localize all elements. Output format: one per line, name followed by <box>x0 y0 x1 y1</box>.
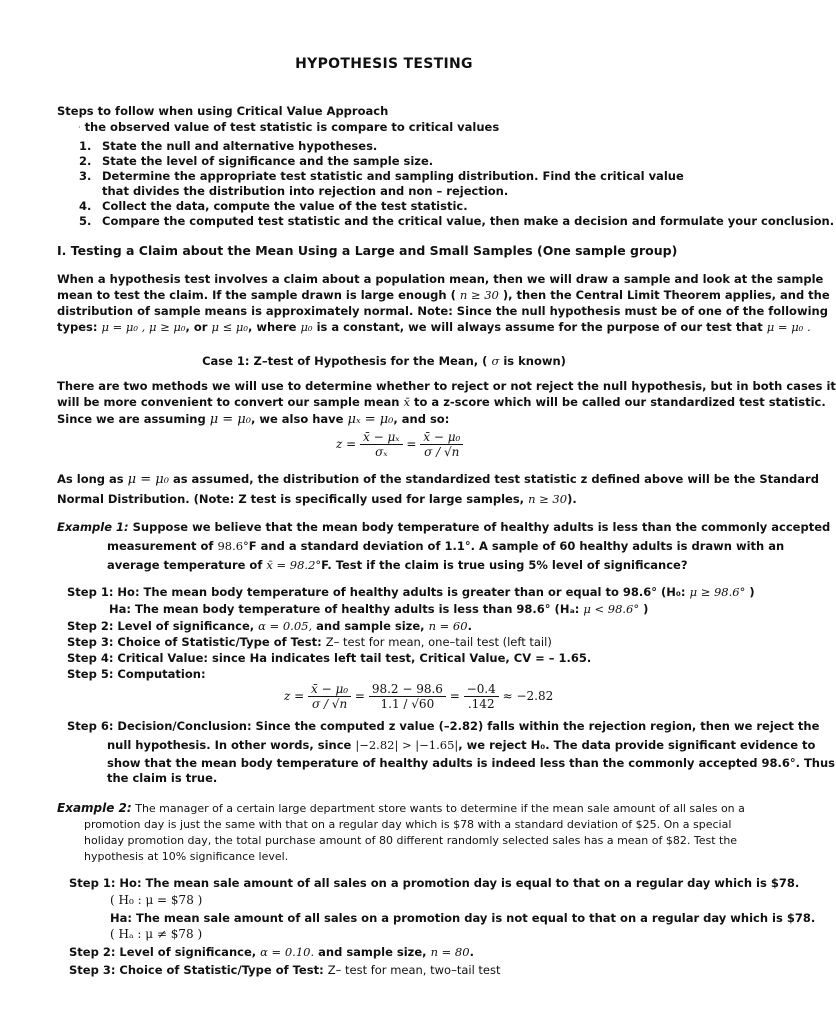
methods-text: , we also have <box>250 412 344 426</box>
step-text: Z– test for mean, two–tail test <box>327 963 501 977</box>
methods-text: Since we are assuming <box>57 412 206 426</box>
formula-result: ≈ −2.82 <box>502 689 554 703</box>
intro-text: is a constant, we will always assume for the purpose of our test that <box>316 320 763 334</box>
fraction <box>369 682 446 711</box>
case1-heading <box>0 354 768 368</box>
example1-step3 <box>67 635 552 649</box>
steps-bullet <box>78 120 499 134</box>
fraction <box>420 430 463 459</box>
formula-lhs: z = <box>284 689 305 703</box>
equals-sign: = <box>354 689 365 703</box>
intro-math: μ₀ <box>300 320 313 334</box>
example1-text: Suppose we believe that the mean body temperature of healthy adults is less than the commonly accepted <box>132 520 831 534</box>
page-title: HYPOTHESIS TESTING <box>295 56 473 72</box>
example2-text: The manager of a certain large department store wants to determine if the mean sale amount of all sales on a <box>135 802 745 815</box>
intro-math: μ = μ₀ . <box>766 320 811 334</box>
example2-ha-math: ( Hₐ : μ ≠ $78 ) <box>110 927 203 941</box>
step-item-1: State the null and alternative hypotheses. <box>102 139 378 153</box>
intro-line-4 <box>57 320 811 334</box>
step-text: Step 3: Choice of Statistic/Type of Test: <box>69 963 324 977</box>
example1-label: Example 1: <box>57 520 129 534</box>
case1-heading-text: Case 1: Z–test of Hypothesis for the Mean, ( <box>202 354 488 368</box>
example1-step1-ho <box>67 585 755 599</box>
equals-sign: = <box>406 437 417 451</box>
computation-formula <box>284 682 553 711</box>
intro-text: , where <box>247 320 297 334</box>
aslong-text: ). <box>567 492 577 506</box>
step-text: and sample size, <box>318 945 427 959</box>
formula-lhs: z = <box>336 437 357 451</box>
example2-step1-ha: Ha: The mean sale amount of all sales on a promotion day is not equal to that on a regular day which is $78. <box>110 911 816 925</box>
example2-line-1 <box>57 801 745 815</box>
step-math: n = 60 <box>428 619 468 633</box>
section-heading: I. Testing a Claim about the Mean Using a Large and Small Samples (One sample group) <box>57 243 678 258</box>
example1-step2 <box>67 619 472 633</box>
step-number-5: 5. <box>79 214 92 228</box>
example1-step6-line-1: Step 6: Decision/Conclusion: Since the computed z value (–2.82) falls within the rejection region, then we reject the <box>67 719 820 733</box>
z-formula <box>336 430 463 459</box>
aslong-text: as assumed, the distribution of the standardized test statistic z defined above will be the Standard <box>172 472 819 486</box>
steps-heading: Steps to follow when using Critical Value Approach <box>57 104 389 118</box>
aslong-line-1 <box>57 472 819 487</box>
methods-line-3 <box>57 412 449 427</box>
example1-step5: Step 5: Computation: <box>67 667 206 681</box>
example1-step6-line-3: show that the mean body temperature of healthy adults is indeed less than the commonly accepted 98.6°. Thus <box>107 756 836 770</box>
example2-line-2: promotion day is just the same with that on a regular day which is $78 with a standard deviation of $25. On a special <box>84 818 732 831</box>
fraction-denominator: .142 <box>467 697 495 711</box>
methods-math: μₓ = μ₀ <box>347 412 394 427</box>
example2-line-3: holiday promotion day, the total purchase amount of 80 different randomly selected sales has a mean of $82. Test the <box>84 834 738 847</box>
fraction-numerator: x̄ − μₓ <box>360 430 403 445</box>
example2-step2 <box>69 945 474 959</box>
methods-text: , and so: <box>393 412 450 426</box>
case1-heading-text: is known) <box>503 354 566 368</box>
step-item-3: Determine the appropriate test statistic and sampling distribution. Find the critical value that divides the distribution into rejection and non – rejection. <box>102 169 684 198</box>
example2-step3 <box>69 963 501 977</box>
example1-math: 98.6° <box>217 539 249 553</box>
example1-step1-ha <box>109 602 648 616</box>
fraction <box>308 682 351 711</box>
fraction-denominator: σₓ <box>375 445 388 459</box>
step-text: null hypothesis. In other words, since <box>107 738 352 752</box>
equals-sign: = <box>449 689 460 703</box>
step-text: Step 2: Level of significance, <box>67 619 255 633</box>
fraction <box>360 430 403 459</box>
step-math: α = 0.05, <box>258 619 313 633</box>
step-item-5: Compare the computed test statistic and the critical value, then make a decision and formulate your conclusion. <box>102 214 835 228</box>
example1-step6-line-2 <box>107 738 815 752</box>
step-number-3: 3. <box>79 169 92 183</box>
fraction-denominator: σ / √n <box>311 697 348 711</box>
example2-step1-ho: Step 1: Ho: The mean sale amount of all sales on a promotion day is equal to that on a regular day which is $78. <box>69 876 800 890</box>
step-math: μ ≥ 98.6° <box>689 585 746 599</box>
aslong-math: μ = μ₀ <box>127 472 169 487</box>
bullet-marker: · <box>78 123 81 132</box>
intro-line-3: distribution of sample means is approximately normal. Note: Since the null hypothesis must be of one of the following <box>57 304 828 318</box>
fraction-numerator: x̄ − μ₀ <box>420 430 463 445</box>
methods-math: μ = μ₀ <box>209 412 251 427</box>
intro-text: , or <box>185 320 208 334</box>
example1-text: measurement of <box>107 539 214 553</box>
methods-line-2 <box>57 395 826 409</box>
step-text: Z– test for mean, one–tail test (left tail) <box>325 635 552 649</box>
aslong-line-2 <box>57 492 577 506</box>
step-text: . <box>467 619 472 633</box>
fraction-numerator: 98.2 − 98.6 <box>369 682 446 697</box>
intro-text: types: <box>57 320 98 334</box>
intro-text: ), then the Central Limit Theorem applies, and the <box>502 288 830 302</box>
step-math: μ < 98.6° <box>583 602 640 616</box>
step-text: Step 3: Choice of Statistic/Type of Test: <box>67 635 322 649</box>
step-text: Ha: The mean body temperature of healthy adults is less than 98.6° (Hₐ: <box>109 602 580 616</box>
example1-line-1 <box>57 520 830 534</box>
methods-text: will be more convenient to convert our sample mean <box>57 395 400 409</box>
example1-text: F and a standard deviation of 1.1°. A sample of 60 healthy adults is drawn with an <box>248 539 785 553</box>
steps-bullet-text: the observed value of test statistic is compare to critical values <box>84 120 500 134</box>
intro-math: n ≥ 30 <box>459 288 499 302</box>
example1-step4: Step 4: Critical Value: since Ha indicates left tail test, Critical Value, CV = – 1.65. <box>67 651 592 665</box>
example2-line-4: hypothesis at 10% significance level. <box>84 850 289 863</box>
methods-line-1: There are two methods we will use to determine whether to reject or not reject the null hypothesis, but in both cases it <box>57 379 836 393</box>
step-number-4: 4. <box>79 199 92 213</box>
step-text: and sample size, <box>316 619 425 633</box>
fraction-numerator: x̄ − μ₀ <box>308 682 351 697</box>
step-number-1: 1. <box>79 139 92 153</box>
step-math: α = 0.10. <box>260 945 315 959</box>
fraction-denominator: 1.1 / √60 <box>380 697 435 711</box>
example1-text: F. Test if the claim is true using 5% level of significance? <box>321 558 688 572</box>
example1-text: average temperature of <box>107 558 263 572</box>
aslong-text: Normal Distribution. (Note: Z test is specifically used for large samples, <box>57 492 525 506</box>
step-text: Step 1: Ho: The mean body temperature of healthy adults is greater than or equal to 98.6° (H₀: <box>67 585 686 599</box>
intro-text: mean to test the claim. If the sample drawn is large enough ( <box>57 288 456 302</box>
example1-line-2 <box>107 539 784 553</box>
step-text: . <box>469 945 474 959</box>
fraction-numerator: −0.4 <box>464 682 499 697</box>
fraction-denominator: σ / √n <box>424 445 460 459</box>
example1-step6-line-4: the claim is true. <box>107 771 218 785</box>
example1-line-3 <box>107 558 688 572</box>
aslong-text: As long as <box>57 472 124 486</box>
example2-label: Example 2: <box>57 801 132 815</box>
intro-line-2 <box>57 288 830 302</box>
step-text: Step 2: Level of significance, <box>69 945 257 959</box>
example1-math: x̄ = 98.2° <box>266 558 322 572</box>
methods-text: to a z-score which will be called our standardized test statistic. <box>414 395 826 409</box>
intro-math: μ = μ₀ , μ ≥ μ₀ <box>101 320 186 334</box>
step-item-2: State the level of significance and the sample size. <box>102 154 434 168</box>
step-text: ) <box>749 585 755 599</box>
aslong-math: n ≥ 30 <box>528 492 568 506</box>
step-item-4: Collect the data, compute the value of the test statistic. <box>102 199 468 213</box>
intro-math: μ ≤ μ₀ <box>211 320 248 334</box>
example2-ho-math: ( H₀ : μ = $78 ) <box>110 893 203 907</box>
sigma-symbol: σ <box>491 354 500 368</box>
step-math: n = 80 <box>430 945 470 959</box>
step-text: ) <box>643 602 649 616</box>
step-math: |−2.82| > |−1.65| <box>355 738 459 752</box>
methods-math: x̄ <box>403 395 411 409</box>
intro-line-1: When a hypothesis test involves a claim about a population mean, then we will draw a sample and look at the sample <box>57 272 824 286</box>
step-number-2: 2. <box>79 154 92 168</box>
step-text: , we reject H₀. The data provide significant evidence to <box>458 738 816 752</box>
fraction <box>464 682 499 711</box>
